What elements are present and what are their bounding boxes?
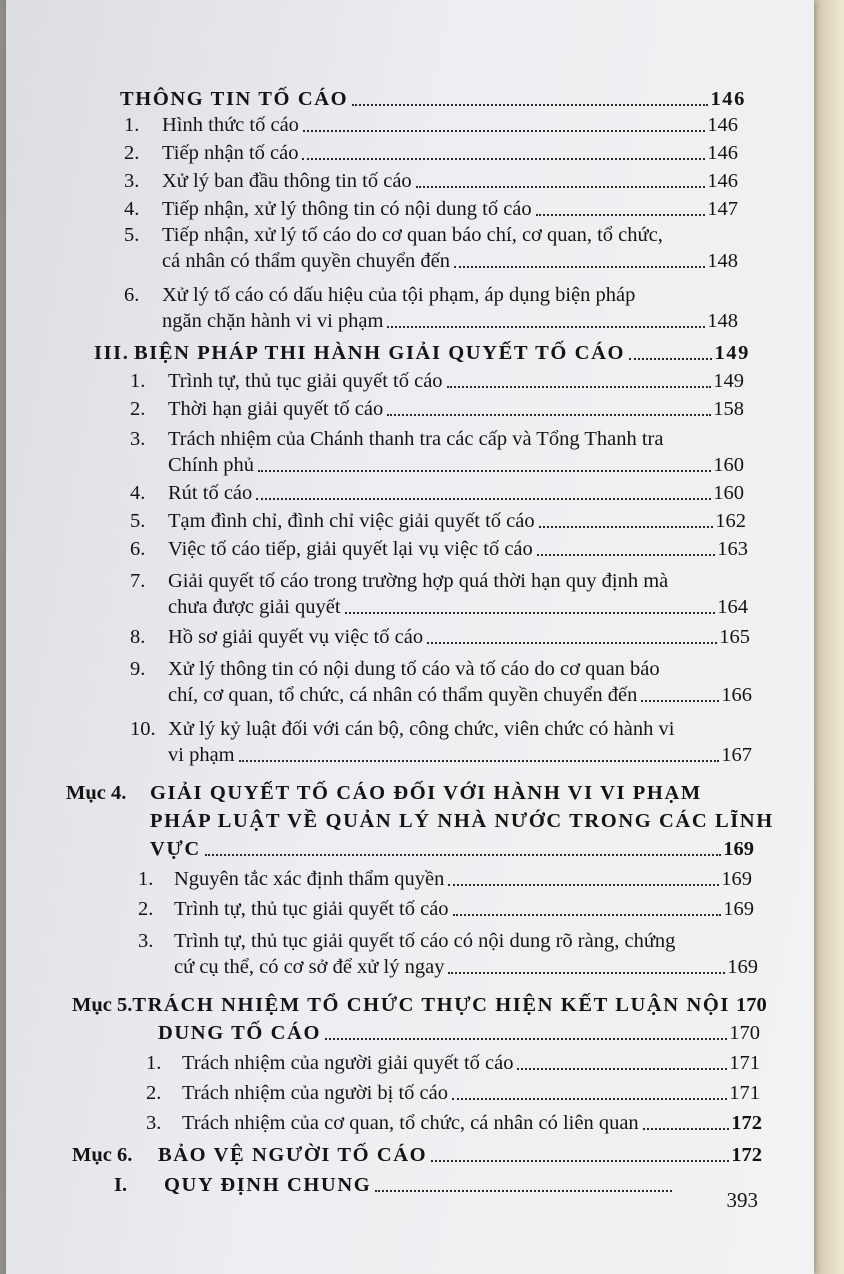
toc-entry [130, 716, 674, 742]
dot-leader [517, 1067, 727, 1070]
toc-entry [130, 656, 660, 682]
toc-entry [138, 928, 675, 954]
dot-leader [454, 265, 705, 268]
toc-entry-text: Rút tố cáo [168, 482, 253, 504]
toc-entry-continuation [168, 682, 752, 708]
toc-entry [130, 396, 744, 422]
toc-page-number: 149 [714, 342, 750, 364]
toc-entry-number: 1. [146, 1052, 162, 1074]
toc-entry-text: TRÁCH NHIỆM TỔ CHỨC THỰC HIỆN KẾT LUẬN NỘI [132, 994, 730, 1016]
toc-entry-number: 5. [124, 224, 140, 246]
dot-leader [536, 213, 706, 216]
toc-entry-number: 2. [124, 142, 140, 164]
toc-entry-text: Xử lý tố cáo có dấu hiệu của tội phạm, áp dụng biện pháp [162, 284, 636, 306]
toc-entry-continuation [168, 452, 744, 478]
dot-leader [387, 325, 705, 328]
toc-entry-text: Thời hạn giải quyết tố cáo [168, 398, 384, 420]
table-of-contents [6, 0, 814, 1274]
dot-leader [258, 469, 711, 472]
toc-entry-continuation [168, 594, 748, 620]
toc-entry-number: 10. [130, 718, 156, 740]
toc-page-number: 171 [729, 1052, 760, 1074]
toc-entry-text: Giải quyết tố cáo trong trường hợp quá thời hạn quy định mà [168, 570, 669, 592]
toc-entry [124, 196, 738, 222]
toc-entry-text: chưa được giải quyết [168, 596, 341, 618]
toc-entry-text: chí, cơ quan, tổ chức, cá nhân có thẩm quyền chuyển đến [168, 684, 638, 706]
dot-leader [643, 1127, 730, 1130]
toc-entry-text: VỰC [150, 838, 201, 860]
toc-entry [124, 222, 663, 248]
toc-entry-text: Trách nhiệm của cơ quan, tổ chức, cá nhân có liên quan [182, 1112, 639, 1134]
dot-leader [539, 525, 714, 528]
toc-entry [138, 866, 752, 892]
toc-page-number: 164 [717, 596, 748, 618]
toc-page-number: 160 [713, 454, 744, 476]
toc-page-number: 169 [723, 838, 754, 860]
toc-entry-text: Xử lý ban đầu thông tin tố cáo [162, 170, 412, 192]
toc-page-number: 148 [707, 310, 738, 332]
toc-page-number: 170 [735, 994, 767, 1016]
toc-entry-continuation [162, 248, 738, 274]
dot-leader [239, 759, 720, 762]
toc-page-number: 149 [713, 370, 744, 392]
toc-entry-text: THÔNG TIN TỐ CÁO [120, 88, 349, 110]
toc-entry-number: Mục 5. [72, 994, 133, 1016]
toc-entry-text: Trách nhiệm của người giải quyết tố cáo [182, 1052, 514, 1074]
toc-heading-continuation: PHÁP LUẬT VỀ QUẢN LÝ NHÀ NƯỚC TRONG CÁC LĨNH [150, 810, 774, 832]
page-edge-background [814, 0, 844, 1274]
dot-leader [303, 129, 705, 132]
toc-entry-number: 1. [124, 114, 140, 136]
dot-leader [427, 641, 717, 644]
toc-entry-number: 2. [146, 1082, 162, 1104]
toc-entry [124, 140, 738, 166]
toc-entry-text: Chính phủ [168, 454, 254, 476]
toc-page-number: 147 [707, 198, 738, 220]
toc-entry-number: I. [114, 1174, 128, 1196]
dot-leader [453, 913, 722, 916]
toc-page-number: 163 [717, 538, 748, 560]
toc-entry-text: vi phạm [168, 744, 235, 766]
toc-entry-text: Trách nhiệm của Chánh thanh tra các cấp và Tổng Thanh tra [168, 428, 664, 450]
book-page [6, 0, 814, 1274]
toc-page-number: 146 [707, 142, 738, 164]
dot-leader [629, 357, 712, 360]
toc-entry-text: BIỆN PHÁP THI HÀNH GIẢI QUYẾT TỐ CÁO [134, 342, 626, 364]
dot-leader [452, 1097, 727, 1100]
toc-heading [114, 1172, 674, 1198]
toc-entry-number: 7. [130, 570, 146, 592]
toc-entry-text: Trình tự, thủ tục giải quyết tố cáo có nội dung rõ ràng, chứng [174, 930, 676, 952]
toc-entry-text: Việc tố cáo tiếp, giải quyết lại vụ việc tố cáo [168, 538, 533, 560]
toc-entry-text: GIẢI QUYẾT TỐ CÁO ĐỐI VỚI HÀNH VI VI PHẠM [150, 782, 702, 804]
toc-entry [146, 1050, 760, 1076]
toc-heading [72, 992, 767, 1018]
toc-entry-text: QUY ĐỊNH CHUNG [164, 1174, 372, 1196]
dot-leader [302, 157, 705, 160]
toc-entry-continuation [168, 742, 752, 768]
toc-entry-number: 3. [146, 1112, 162, 1134]
toc-entry-text: Trình tự, thủ tục giải quyết tố cáo [174, 898, 449, 920]
toc-entry [124, 112, 738, 138]
toc-entry-text: BẢO VỆ NGƯỜI TỐ CÁO [158, 1144, 428, 1166]
toc-page-number: 148 [707, 250, 738, 272]
toc-entry-number: 4. [124, 198, 140, 220]
dot-leader [325, 1037, 727, 1040]
dot-leader [431, 1159, 729, 1162]
toc-entry-text: Tạm đình chỉ, đình chỉ việc giải quyết tố cáo [168, 510, 535, 532]
toc-entry [130, 536, 748, 562]
toc-entry [138, 896, 754, 922]
toc-entry [130, 568, 668, 594]
toc-entry [124, 282, 635, 308]
toc-heading-continuation [150, 836, 754, 862]
toc-entry-number: 2. [138, 898, 154, 920]
toc-entry [146, 1080, 760, 1106]
toc-page-number: 160 [713, 482, 744, 504]
toc-heading [120, 86, 746, 112]
toc-entry-number: Mục 4. [66, 782, 127, 804]
toc-entry [130, 368, 744, 394]
toc-page-number: 146 [707, 170, 738, 192]
toc-page-number: 146 [710, 88, 746, 110]
dot-leader [256, 497, 711, 500]
toc-page-number: 166 [721, 684, 752, 706]
toc-entry [130, 480, 744, 506]
toc-entry-text: Tiếp nhận tố cáo [162, 142, 299, 164]
dot-leader [352, 103, 708, 106]
toc-entry-number: 2. [130, 398, 146, 420]
toc-entry [130, 508, 746, 534]
toc-entry-number: 4. [130, 482, 146, 504]
toc-entry-number: Mục 6. [72, 1144, 133, 1166]
toc-page-number: 162 [715, 510, 746, 532]
toc-entry-text: Tiếp nhận, xử lý tố cáo do cơ quan báo chí, cơ quan, tổ chức, [162, 224, 663, 246]
dot-leader [447, 385, 712, 388]
toc-page-number: 146 [707, 114, 738, 136]
toc-entry [130, 426, 663, 452]
toc-entry-number: 3. [130, 428, 146, 450]
toc-page-number: 171 [729, 1082, 760, 1104]
dot-leader [537, 553, 715, 556]
toc-entry-text: Trách nhiệm của người bị tố cáo [182, 1082, 448, 1104]
toc-entry [130, 624, 750, 650]
toc-entry-text: Hồ sơ giải quyết vụ việc tố cáo [168, 626, 424, 648]
dot-leader [448, 971, 725, 974]
dot-leader [387, 413, 711, 416]
dot-leader [416, 185, 706, 188]
toc-entry-number: 9. [130, 658, 146, 680]
toc-heading [66, 780, 702, 806]
toc-entry-number: 3. [124, 170, 140, 192]
toc-entry-text: DUNG TỐ CÁO [158, 1022, 322, 1044]
toc-entry-number: 6. [130, 538, 146, 560]
toc-entry-text: Nguyên tắc xác định thẩm quyền [174, 868, 445, 890]
toc-page-number: 170 [729, 1022, 760, 1044]
toc-heading-continuation [158, 1020, 760, 1046]
page-number: 393 [726, 1188, 758, 1212]
dot-leader [448, 883, 719, 886]
toc-entry-number: 1. [130, 370, 146, 392]
toc-page-number: 172 [731, 1144, 762, 1166]
dot-leader [205, 853, 722, 856]
toc-entry-text: Xử lý thông tin có nội dung tố cáo và tố cáo do cơ quan báo [168, 658, 660, 680]
toc-entry-text: Tiếp nhận, xử lý thông tin có nội dung tố cáo [162, 198, 532, 220]
toc-page-number: 169 [721, 868, 752, 890]
dot-leader [641, 699, 719, 702]
toc-page-number: 158 [713, 398, 744, 420]
toc-page-number: 172 [731, 1112, 762, 1134]
toc-entry-text: Xử lý kỷ luật đối với cán bộ, công chức, viên chức có hành vi [168, 718, 675, 740]
toc-entry-number: 3. [138, 930, 154, 952]
toc-entry-text: cứ cụ thể, có cơ sở để xử lý ngay [174, 956, 445, 978]
toc-page-number: 169 [727, 956, 758, 978]
toc-entry-number: 1. [138, 868, 154, 890]
toc-heading [72, 1142, 762, 1168]
toc-entry-continuation [174, 954, 758, 980]
toc-entry-text: ngăn chặn hành vi vi phạm [162, 310, 384, 332]
toc-page-number: 167 [721, 744, 752, 766]
toc-heading [94, 340, 750, 366]
toc-page-number: 165 [719, 626, 750, 648]
toc-entry-number: 6. [124, 284, 140, 306]
toc-entry-continuation [162, 308, 738, 334]
dot-leader [345, 611, 716, 614]
toc-entry-text: Hình thức tố cáo [162, 114, 299, 136]
toc-entry-number: 8. [130, 626, 146, 648]
toc-entry-text: cá nhân có thẩm quyền chuyển đến [162, 250, 451, 272]
dot-leader [375, 1189, 672, 1192]
toc-entry [124, 168, 738, 194]
toc-entry-number: III. [94, 342, 130, 364]
toc-entry-number: 5. [130, 510, 146, 532]
toc-entry [146, 1110, 762, 1136]
toc-entry-text: Trình tự, thủ tục giải quyết tố cáo [168, 370, 443, 392]
toc-page-number: 169 [723, 898, 754, 920]
